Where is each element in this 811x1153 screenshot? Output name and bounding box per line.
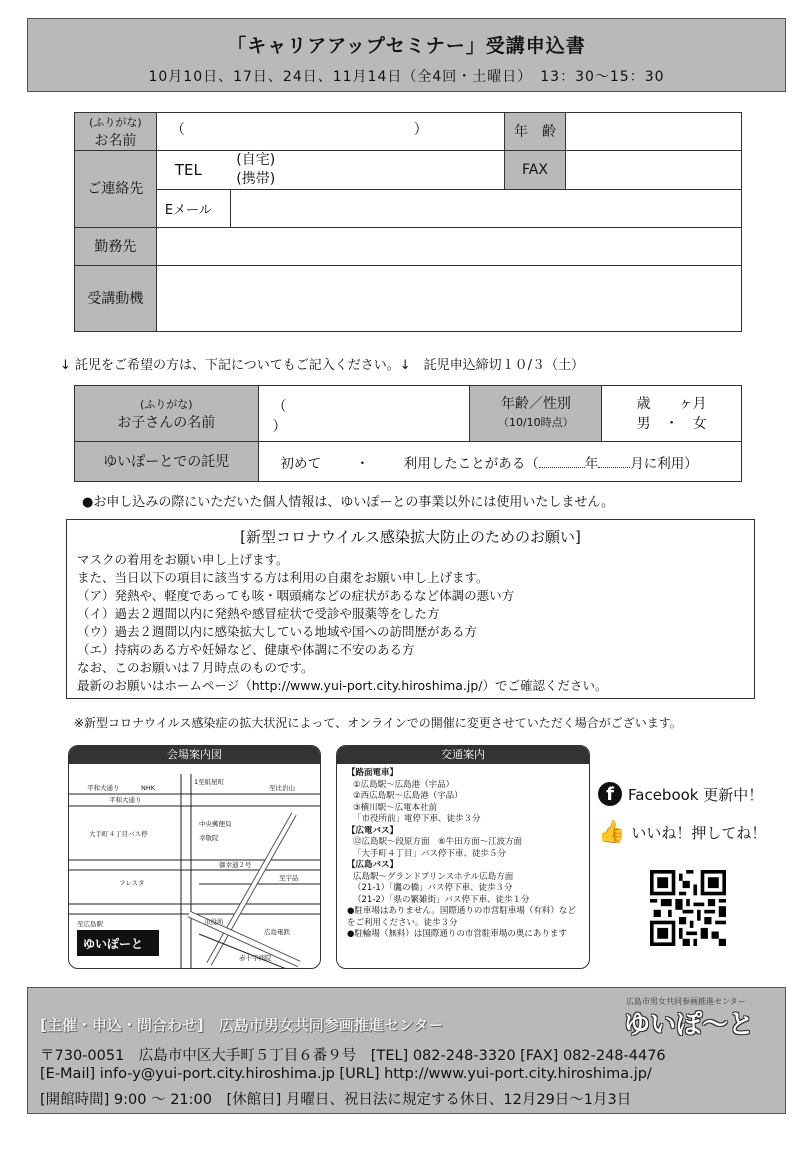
history-field[interactable]: [258, 442, 741, 482]
motive-label: 受講動機: [75, 266, 157, 332]
access-item: ②西広島駅〜広島港（宇品）: [353, 791, 463, 801]
facebook-icon: f: [598, 782, 622, 806]
map-label-kamiyacho: 1至紙屋町: [194, 778, 225, 786]
tel-label: TEL: [156, 151, 230, 190]
child-name-field[interactable]: [258, 386, 470, 442]
child-paren-open: （: [272, 399, 287, 415]
access-item: （21-1）「鷹の橋」バス停下車、徒歩３分: [353, 883, 513, 893]
footer-banner: [27, 987, 786, 1114]
access-head-tram: 【路面電車】: [347, 768, 399, 778]
qr-code-icon[interactable]: [650, 870, 726, 946]
footer-email-url[interactable]: [E-Mail] info-y@yui-port.city.hiroshima.jp [URL] http://www.yui-port.city.hiroshima.jp/: [40, 1066, 652, 1082]
paren-close: ）: [413, 122, 428, 138]
history-month: 月に利用）: [630, 455, 698, 472]
covid-line: （ア）発熱や、軽度であっても咳・咽頭痛などの症状があるなど体調の悪い方: [77, 588, 515, 603]
access-info: [336, 745, 590, 969]
mobile-label: (携帯): [236, 171, 276, 187]
seminar-dates: 10月10日、17日、24日、11月14日（全4回・土曜日） 13：30〜15：30: [148, 69, 665, 85]
history-used[interactable]: 利用したことがある（: [403, 455, 539, 472]
application-table: [74, 112, 742, 332]
fax-field[interactable]: [566, 151, 742, 190]
name-field[interactable]: [156, 113, 504, 151]
access-note-parking: ●駐車場はありません。国際通りの市営駐車場（有料）などをご利用ください。徒歩３分: [347, 906, 576, 928]
map-label-miyuki: 御幸通２号: [219, 861, 252, 869]
contact-label: ご連絡先: [75, 151, 157, 228]
facebook-text: Facebook 更新中！: [628, 785, 764, 804]
access-head-hiroden-bus: 【広電バス】: [347, 825, 399, 836]
map-label-hospital: 赤十字病院: [239, 954, 272, 962]
privacy-note: ●お申し込みの際にいただいた個人情報は、ゆいぽーとの事業以外には使用いたしません。: [82, 495, 615, 510]
covid-title: [新型コロナウイルス感染拡大防止のためのお願い]: [240, 528, 581, 546]
access-head-hiroshima-bus: 【広島バス】: [347, 860, 399, 870]
paren-open: （: [170, 122, 185, 138]
age-sex-label: 年齢／性別: [500, 396, 571, 412]
age-sex-field[interactable]: [602, 386, 742, 442]
fax-label: FAX: [504, 151, 566, 190]
age-label: 年 齢: [504, 113, 566, 151]
map-label-post: 中央郵便局: [199, 820, 232, 828]
organizer: [主催・申込・問合わせ] 広島市男女共同参画推進センター: [40, 1016, 444, 1034]
map-label-heiwa-top: 平和大通り: [87, 784, 120, 792]
access-item: ①広島駅〜広島港（宇品）: [353, 779, 455, 790]
venue-map: [68, 745, 321, 969]
name-label: お名前: [94, 133, 137, 149]
access-item: ⑫広島駅〜段原方面 ⑥牛田方面〜江波方面: [353, 837, 523, 847]
like-text: いいね！押してね！: [631, 824, 767, 842]
child-name-label-cell: [75, 386, 259, 442]
email-label: Eメール: [156, 190, 230, 228]
form-title: 「キャリアアップセミナー」受講申込書: [227, 35, 586, 57]
access-item: 広島駅〜グランドプリンスホテル広島方面: [353, 871, 514, 882]
child-paren-close: ）: [272, 419, 287, 435]
footer-address: 〒730-0051 広島市中区大手町５丁目６番９号 [TEL] 082-248-3320 [FAX] 082-248-4476: [40, 1048, 666, 1064]
map-label-hiroden: 広島電鉄: [264, 928, 290, 936]
map-label-bus-stop: 大手町４丁目バス停: [89, 830, 148, 838]
map-label-city-hall: 市役所: [204, 918, 224, 926]
childcare-note: ↓ 託児をご希望の方は、下記についてもご記入ください。↓ 託児申込締切１０/３（土）: [60, 358, 585, 373]
map-label-nhk: NHK: [141, 784, 156, 792]
logo-subtitle: 広島市男女共同参画推進センター: [626, 997, 746, 1006]
access-item: （21-2）「県の繁雑街」バス停下車、徒歩１分: [353, 894, 530, 905]
access-title: 交通案内: [337, 746, 589, 764]
child-furigana-label: (ふりがな): [139, 398, 193, 411]
age-field[interactable]: [566, 113, 742, 151]
covid-notice: [66, 519, 755, 699]
covid-line: （イ）過去２週間以内に発熱や感冒症状で受診や服薬等をした方: [77, 606, 440, 621]
access-item: ③横川駅〜広電本社前: [353, 802, 438, 813]
map-drawing: [69, 764, 321, 969]
footer-hours: [開館時間] 9:00 〜 21:00 [休館日] 月曜日、祝日法に規定する休日、12月29日〜1月3日: [40, 1092, 632, 1108]
email-field[interactable]: [230, 190, 741, 228]
map-label-hijiyama: 至比治山: [269, 784, 295, 792]
covid-line: また、当日以下の項目に該当する方は利用の自粛をお願い申し上げます。: [77, 570, 489, 585]
covid-line: （ウ）過去２週間以内に感染拡大している地域や国への訪問歴がある方: [77, 624, 478, 639]
home-label: (自宅): [236, 152, 276, 168]
map-title: 会場案内図: [69, 746, 320, 764]
covid-line: なお、このお願いは７月時点のものです。: [77, 660, 314, 675]
access-note-bicycle: ●駐輪場（無料）は国際通りの市営駐車場の奥にあります: [347, 929, 567, 939]
history-label: ゆいぽーとでの託児: [75, 442, 259, 482]
header-banner: [27, 18, 786, 92]
access-item: 「市役所前」電停下車、徒歩３分: [353, 814, 481, 824]
tel-field[interactable]: [230, 151, 504, 190]
map-label-ujina: 至宇品: [279, 874, 299, 882]
motive-field[interactable]: [156, 266, 741, 332]
history-first[interactable]: 初めて: [280, 455, 322, 472]
child-name-label: お子さんの名前: [117, 415, 216, 431]
access-item: 「大手町４丁目」バス停下車、徒歩５分: [353, 848, 507, 859]
history-dot: ・: [355, 455, 370, 472]
work-field[interactable]: [156, 228, 741, 266]
covid-line: マスクの着用をお願い申し上げます。: [77, 552, 289, 567]
covid-line: （エ）持病のある方や妊婦など、健康や体調に不安のある方: [77, 642, 415, 657]
map-label-heiwa: 平和大通り: [109, 796, 142, 804]
thumbs-up-icon: 👍: [598, 820, 626, 845]
age-units: 歳 ヶ月: [636, 395, 707, 412]
covid-line-url: 最新のお願いはホームページ（http://www.yui-port.city.hiroshima.jp/）でご確認ください。: [77, 678, 608, 693]
map-label-temple: 幸敬院: [199, 834, 219, 842]
work-label: 勤務先: [75, 228, 157, 266]
map-yuiport-label: ゆいぽーと: [83, 937, 144, 951]
childcare-table: [74, 385, 742, 482]
age-sex-label-cell: [470, 386, 602, 442]
name-label-cell: [75, 113, 157, 151]
online-note: ※新型コロナウイルス感染症の拡大状況によって、オンラインでの開催に変更させていただく場合がございます。: [74, 716, 682, 730]
history-year: 年: [584, 455, 599, 472]
furigana-label: (ふりがな): [89, 116, 142, 129]
age-sex-sub: （10/10時点）: [497, 416, 574, 429]
yuiport-logo: ゆいぽ〜と: [624, 1010, 755, 1040]
map-label-fresta: フレスタ: [119, 879, 145, 887]
sex-options: 男 ・ 女: [636, 415, 707, 432]
map-label-station: 至広島駅: [77, 920, 103, 928]
facebook-promo[interactable]: [598, 782, 763, 806]
like-promo[interactable]: [598, 820, 766, 845]
